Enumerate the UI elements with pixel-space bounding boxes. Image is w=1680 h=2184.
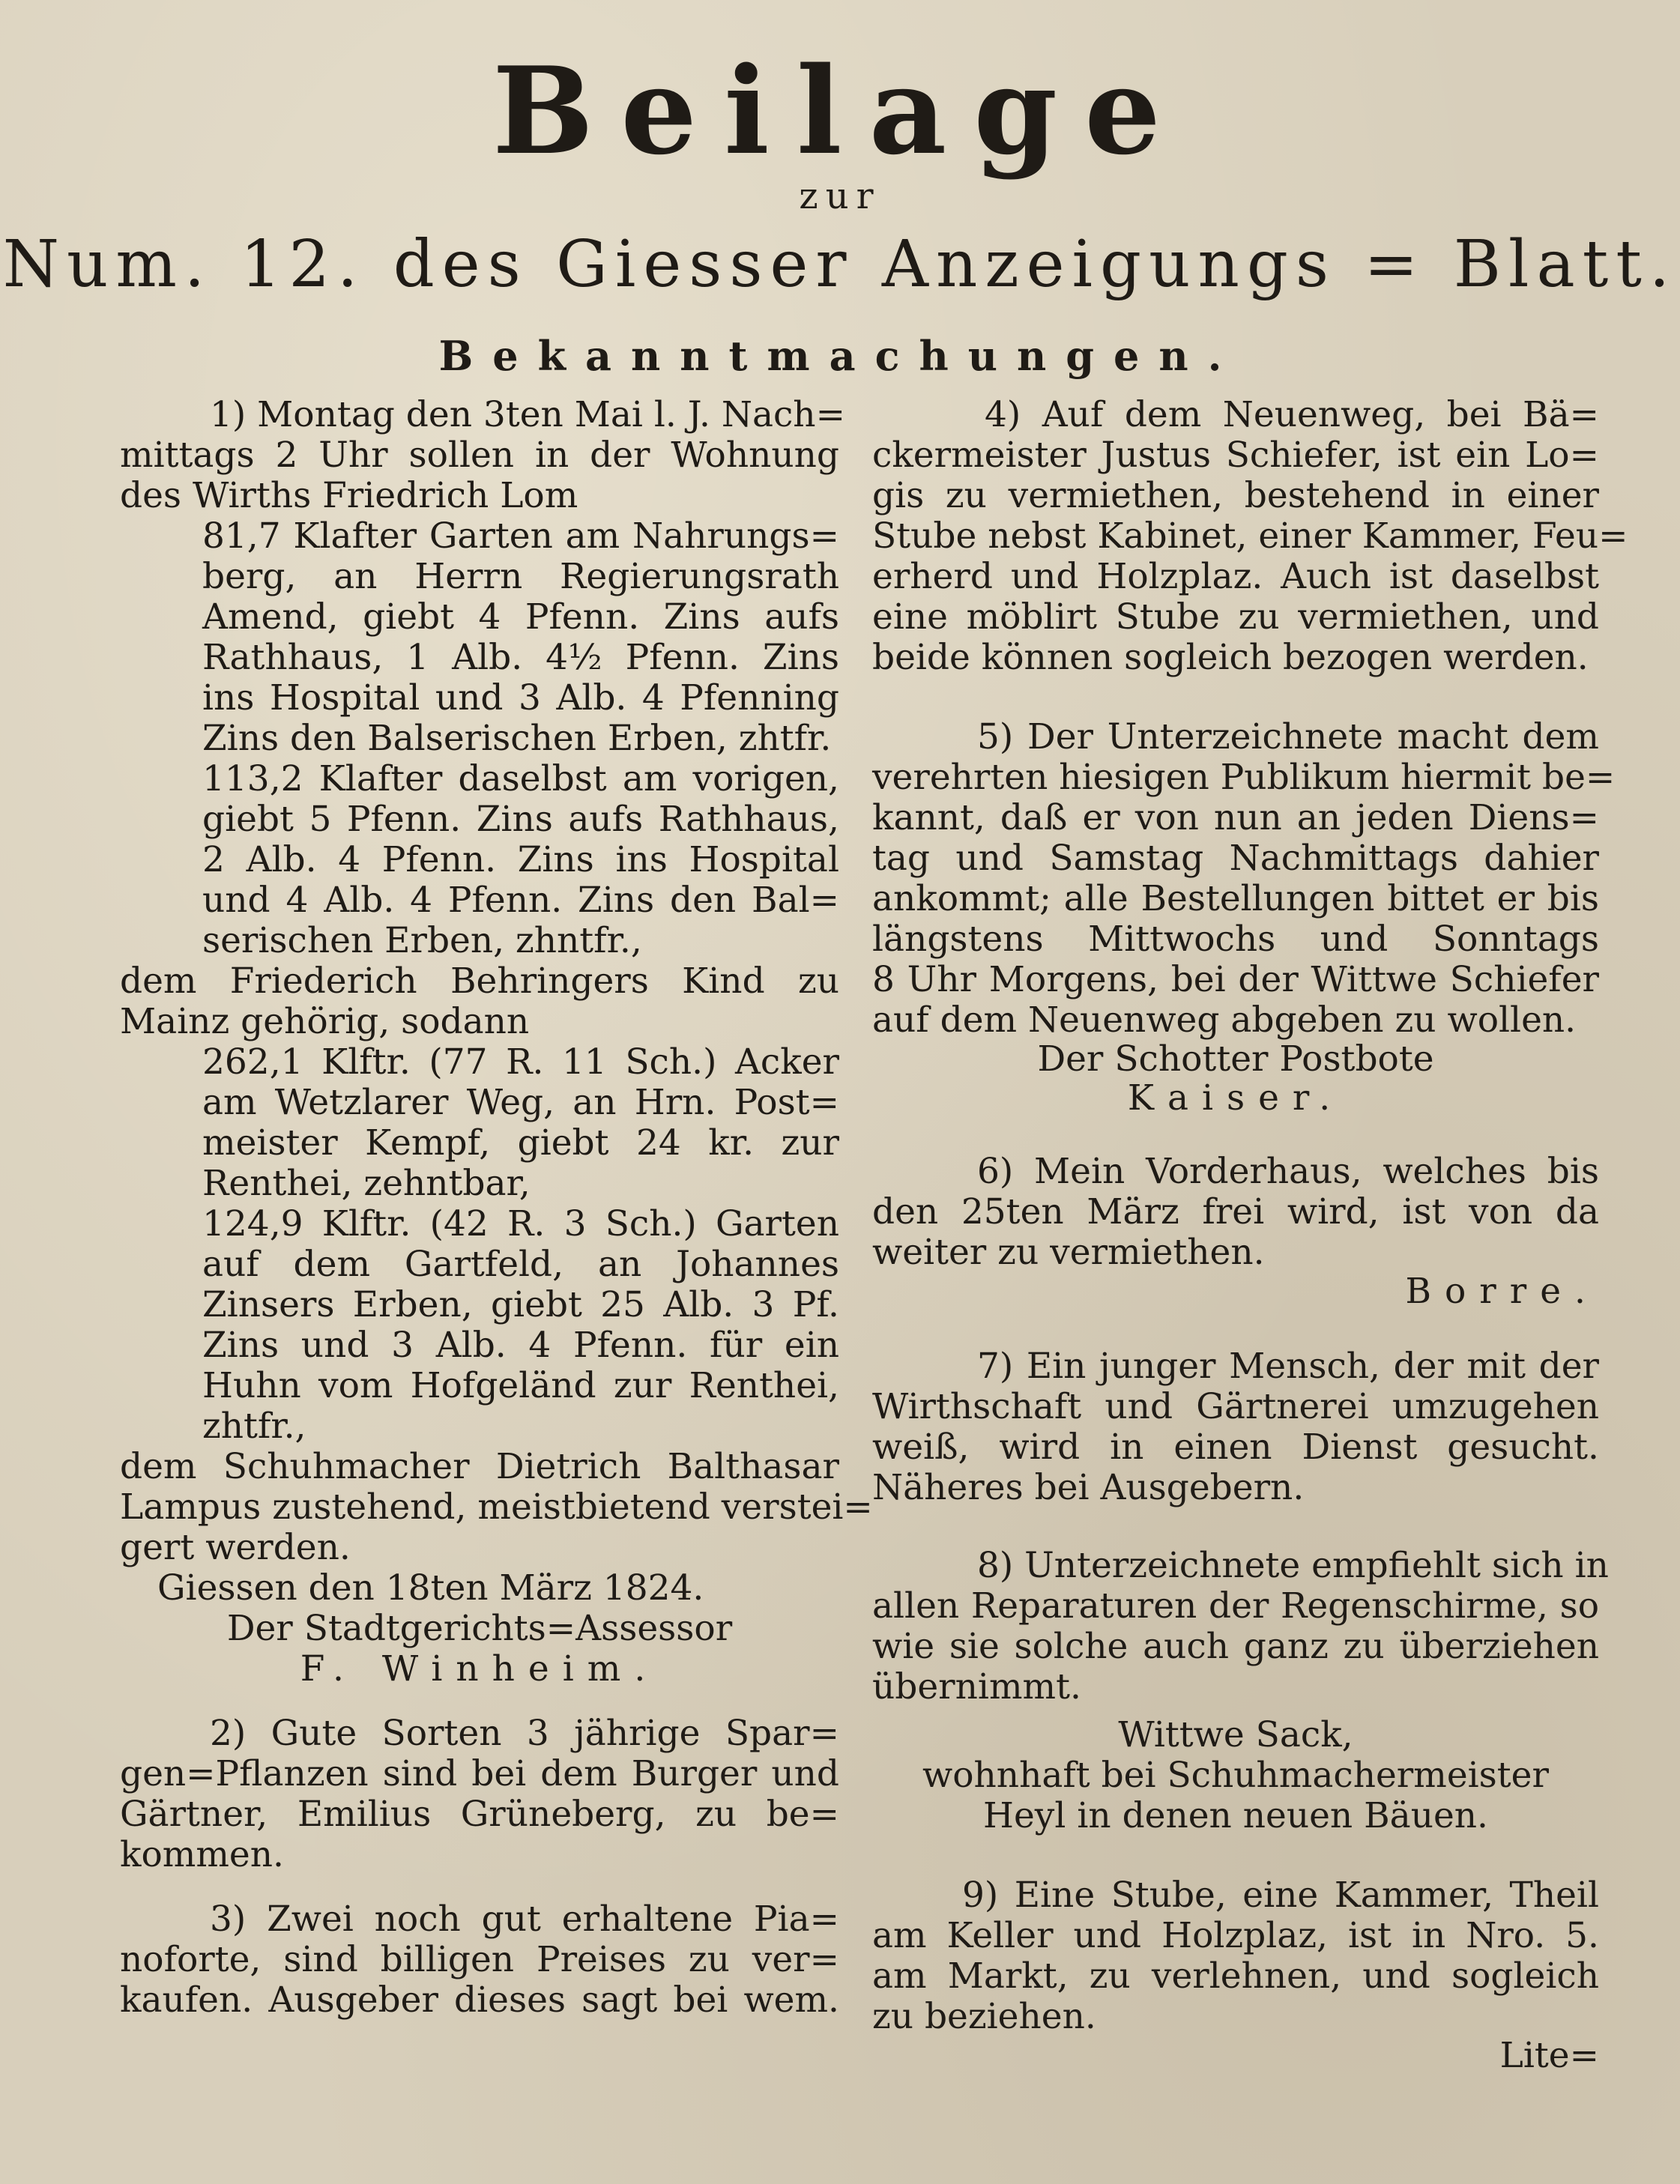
left-column-line: kommen. bbox=[120, 1834, 284, 1875]
left-column-line: Zins den Balserischen Erben, zhtfr. bbox=[202, 718, 832, 759]
page-title: Beilage bbox=[492, 40, 1188, 181]
right-column-line: verehrten hiesigen Publikum hiermit be= bbox=[872, 757, 1616, 798]
right-column-line: ckermeister Justus Schiefer, ist ein Lo= bbox=[872, 435, 1599, 476]
right-column-line: Lite= bbox=[1499, 2035, 1599, 2076]
left-column-line: 262,1 Klftr. (77 R. 11 Sch.) Acker bbox=[202, 1041, 839, 1083]
right-column-line: Heyl in denen neuen Bäuen. bbox=[983, 1795, 1488, 1836]
left-column-line: am Wetzlarer Weg, an Hrn. Post= bbox=[202, 1082, 839, 1123]
left-column-line: F. Winheim. bbox=[300, 1648, 659, 1690]
page-subtitle: Num. 12. des Giesser Anzeigungs = Blatt. bbox=[2, 227, 1678, 302]
right-column-line: übernimmt. bbox=[872, 1666, 1081, 1707]
left-column-line: Zins und 3 Alb. 4 Pfenn. für ein bbox=[202, 1325, 839, 1366]
right-column-line: Wirthschaft und Gärtnerei umzugehen bbox=[872, 1386, 1599, 1427]
left-column-line: 124,9 Klftr. (42 R. 3 Sch.) Garten bbox=[202, 1203, 839, 1244]
left-column-line: Mainz gehörig, sodann bbox=[120, 1001, 530, 1042]
left-column-line: dem Friederich Behringers Kind zu bbox=[120, 961, 839, 1002]
right-column-line: Kaiser. bbox=[1127, 1077, 1344, 1119]
right-column-line: Näheres bei Ausgebern. bbox=[872, 1467, 1305, 1508]
right-column-line: Der Schotter Postbote bbox=[1037, 1038, 1434, 1080]
right-column-line: kannt, daß er von nun an jeden Diens= bbox=[872, 797, 1599, 838]
right-column-line: Stube nebst Kabinet, einer Kammer, Feu= bbox=[872, 515, 1628, 557]
right-column-line: Wittwe Sack, bbox=[1118, 1714, 1353, 1755]
right-column-line: 9) Eine Stube, eine Kammer, Theil bbox=[962, 1875, 1599, 1916]
left-column-line: Rathhaus, 1 Alb. 4½ Pfenn. Zins bbox=[202, 637, 839, 678]
right-column-line: Borre. bbox=[1405, 1271, 1599, 1312]
right-column-line: am Markt, zu verlehnen, und sogleich bbox=[872, 1955, 1599, 1997]
left-column-line: kaufen. Ausgeber dieses sagt bei wem. bbox=[120, 1979, 839, 2021]
right-column-line: weiß, wird in einen Dienst gesucht. bbox=[872, 1427, 1599, 1468]
left-column-line: Gärtner, Emilius Grüneberg, zu be= bbox=[120, 1794, 839, 1835]
left-column-line: 2 Alb. 4 Pfenn. Zins ins Hospital bbox=[202, 839, 839, 880]
right-column bbox=[872, 390, 1628, 2083]
left-column-line: 113,2 Klafter daselbst am vorigen, bbox=[202, 758, 839, 799]
left-column-line: Der Stadtgerichts=Assessor bbox=[226, 1608, 733, 1649]
right-column-line: zu beziehen. bbox=[872, 1996, 1096, 2037]
left-column-line: Lampus zustehend, meistbietend verstei= bbox=[120, 1486, 873, 1528]
left-column-line: giebt 5 Pfenn. Zins aufs Rathhaus, bbox=[202, 799, 839, 840]
left-column-line: dem Schuhmacher Dietrich Balthasar bbox=[120, 1446, 839, 1487]
right-column-line: beide können sogleich bezogen werden. bbox=[872, 637, 1589, 678]
right-column-line: 8 Uhr Morgens, bei der Wittwe Schiefer bbox=[872, 959, 1599, 1000]
left-column-line: Giessen den 18ten März 1824. bbox=[157, 1567, 704, 1609]
right-column-line: am Keller und Holzplaz, ist in Nro. 5. bbox=[872, 1915, 1599, 1956]
left-column-line: 81,7 Klafter Garten am Nahrungs= bbox=[202, 515, 839, 557]
right-column-line: erherd und Holzplaz. Auch ist daselbst bbox=[872, 556, 1599, 597]
right-column-line: tag und Samstag Nachmittags dahier bbox=[872, 838, 1599, 879]
left-column-line: 2) Gute Sorten 3 jährige Spar= bbox=[210, 1713, 839, 1754]
left-column-line: serischen Erben, zhntfr., bbox=[202, 920, 642, 961]
right-column-line: längstens Mittwochs und Sonntags bbox=[872, 919, 1599, 960]
right-column-line: weiter zu vermiethen. bbox=[872, 1232, 1265, 1273]
right-column-line: den 25ten März frei wird, ist von da bbox=[872, 1191, 1599, 1232]
left-column-line: gen=Pflanzen sind bei dem Burger und bbox=[120, 1753, 839, 1794]
right-column-line: auf dem Neuenweg abgeben zu wollen. bbox=[872, 999, 1577, 1041]
left-column-line: Renthei, zehntbar, bbox=[202, 1163, 531, 1204]
section-heading: Bekanntmachungen. bbox=[438, 332, 1242, 380]
right-column-line: eine möblirt Stube zu vermiethen, und bbox=[872, 596, 1599, 638]
left-column bbox=[120, 390, 873, 2038]
left-column-line: Huhn vom Hofgeländ zur Renthei, bbox=[202, 1365, 839, 1406]
left-column-line: ins Hospital und 3 Alb. 4 Pfenning bbox=[202, 677, 839, 719]
left-column-line: Amend, giebt 4 Pfenn. Zins aufs bbox=[202, 596, 839, 638]
right-column-line: 5) Der Unterzeichnete macht dem bbox=[977, 716, 1599, 757]
left-column-line: berg, an Herrn Regierungsrath bbox=[202, 556, 839, 597]
left-column-line: 1) Montag den 3ten Mai l. J. Nach= bbox=[210, 394, 845, 435]
right-column-line: 6) Mein Vorderhaus, welches bis bbox=[977, 1151, 1599, 1192]
left-column-line: und 4 Alb. 4 Pfenn. Zins den Bal= bbox=[202, 880, 839, 921]
right-column-line: gis zu vermiethen, bestehend in einer bbox=[872, 475, 1599, 516]
left-column-line: 3) Zwei noch gut erhaltene Pia= bbox=[210, 1899, 839, 1940]
right-column-line: ankommt; alle Bestellungen bittet er bis bbox=[872, 878, 1599, 919]
right-column-line: wie sie solche auch ganz zu überziehen bbox=[872, 1626, 1599, 1667]
left-column-line: noforte, sind billigen Preises zu ver= bbox=[120, 1939, 839, 1980]
right-column-line: wohnhaft bei Schuhmachermeister bbox=[922, 1755, 1549, 1796]
right-column-line: 7) Ein junger Mensch, der mit der bbox=[977, 1346, 1599, 1387]
left-column-line: Zinsers Erben, giebt 25 Alb. 3 Pf. bbox=[202, 1284, 839, 1325]
left-column-line: zhtfr., bbox=[202, 1406, 306, 1447]
left-column-line: auf dem Gartfeld, an Johannes bbox=[202, 1244, 839, 1285]
page-zur: zur bbox=[799, 175, 881, 217]
left-column-line: gert werden. bbox=[120, 1527, 351, 1568]
right-column-line: 8) Unterzeichnete empfiehlt sich in bbox=[977, 1545, 1609, 1586]
left-column-line: meister Kempf, giebt 24 kr. zur bbox=[202, 1122, 839, 1164]
left-column-line: mittags 2 Uhr sollen in der Wohnung bbox=[120, 435, 839, 476]
left-column-line: des Wirths Friedrich Lom bbox=[120, 475, 578, 516]
right-column-line: 4) Auf dem Neuenweg, bei Bä= bbox=[985, 394, 1599, 435]
right-column-line: allen Reparaturen der Regenschirme, so bbox=[872, 1585, 1599, 1627]
